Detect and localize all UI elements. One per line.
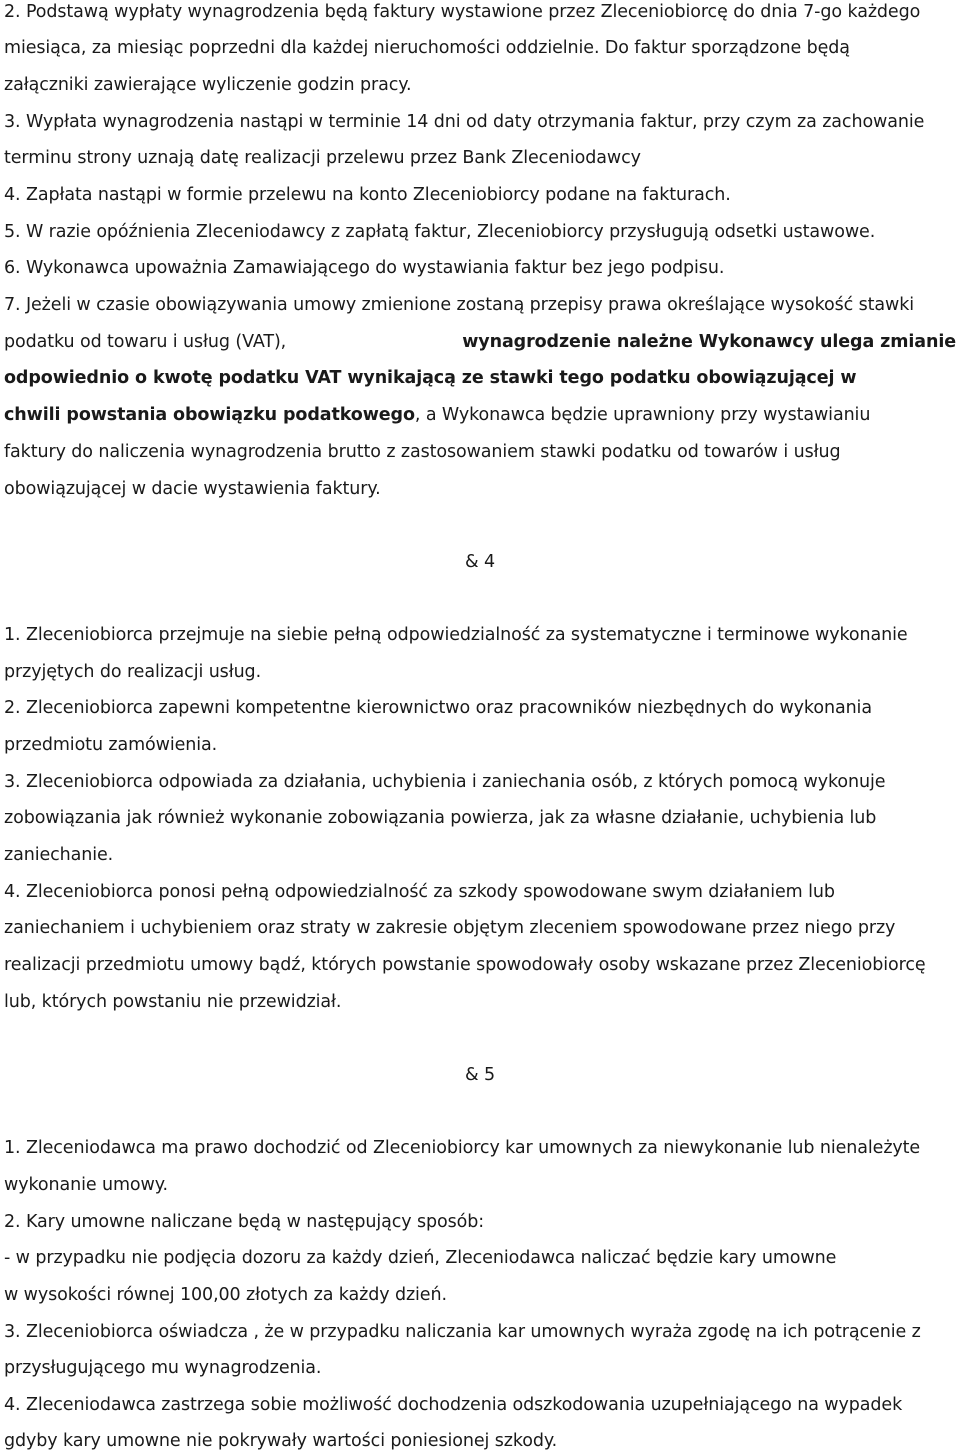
text-line: wykonanie umowy.: [4, 1175, 168, 1195]
text-line: 6. Wykonawca upoważnia Zamawiającego do wystawiania faktur bez jego podpisu.: [4, 258, 725, 278]
text-line: 5. W razie opóźnienia Zleceniodawcy z zapłatą faktur, Zleceniobiorcy przysługują odsetki ustawowe.: [4, 222, 876, 242]
text-line: przyjętych do realizacji usług.: [4, 662, 262, 682]
text-line: terminu strony uznają datę realizacji przelewu przez Bank Zleceniodawcy: [4, 148, 641, 168]
section-heading: & 4: [464, 552, 496, 572]
text-line-mixed: [4, 330, 956, 354]
text-line: 2. Zleceniobiorca zapewni kompetentne kierownictwo oraz pracowników niezbędnych do wykonania: [4, 698, 872, 718]
text-line: 2. Kary umowne naliczane będą w następujący sposób:: [4, 1212, 485, 1232]
bold-text-run: odpowiednio o kwotę podatku VAT wynikającą ze stawki tego podatku obowiązującej w: [4, 368, 857, 388]
text-line: 7. Jeżeli w czasie obowiązywania umowy zmienione zostaną przepisy prawa określające wysokość stawki: [4, 295, 915, 315]
text-line: 4. Zleceniodawca zastrzega sobie możliwość dochodzenia odszkodowania uzupełniającego na wypadek: [4, 1395, 903, 1415]
text-line: przysługującego mu wynagrodzenia.: [4, 1358, 322, 1378]
bold-text-run: chwili powstania obowiązku podatkowego: [4, 405, 415, 425]
text-line: zobowiązania jak również wykonanie zobowiązania powierza, jak za własne działanie, uchybienia lub: [4, 808, 877, 828]
section-heading: & 5: [464, 1065, 496, 1085]
text-line: zaniechanie.: [4, 845, 114, 865]
text-line: 3. Zleceniobiorca oświadcza , że w przypadku naliczania kar umownych wyraża zgodę na ich potrącenie z: [4, 1322, 921, 1342]
text-line: obowiązującej w dacie wystawienia faktury.: [4, 479, 381, 499]
text-line: 1. Zleceniobiorca przejmuje na siebie pełną odpowiedzialność za systematyczne i terminowe wykonanie: [4, 625, 908, 645]
text-run: podatku od towaru i usług (VAT),: [4, 332, 287, 352]
text-line: w wysokości równej 100,00 złotych za każdy dzień.: [4, 1285, 447, 1305]
text-line: 4. Zapłata nastąpi w formie przelewu na konto Zleceniobiorcy podane na fakturach.: [4, 185, 731, 205]
text-line: przedmiotu zamówienia.: [4, 735, 218, 755]
text-line: 3. Zleceniobiorca odpowiada za działania, uchybienia i zaniechania osób, z których pomocą wykonuje: [4, 772, 886, 792]
text-line: miesiąca, za miesiąc poprzedni dla każdej nieruchomości oddzielnie. Do faktur sporządzone będą: [4, 38, 850, 58]
text-line-mixed: [4, 403, 956, 427]
text-line: 3. Wypłata wynagrodzenia nastąpi w terminie 14 dni od daty otrzymania faktur, przy czym za zachowanie: [4, 112, 925, 132]
text-line: zaniechaniem i uchybieniem oraz straty w zakresie objętym zleceniem spowodowane przez niego przy: [4, 918, 896, 938]
text-line: - w przypadku nie podjęcia dozoru za każdy dzień, Zleceniodawca naliczać będzie kary umowne: [4, 1248, 837, 1268]
text-line: realizacji przedmiotu umowy bądź, których powstanie spowodowały osoby wskazane przez Zleceniobiorcę: [4, 955, 926, 975]
text-line: załączniki zawierające wyliczenie godzin pracy.: [4, 75, 412, 95]
text-line: faktury do naliczenia wynagrodzenia brutto z zastosowaniem stawki podatku od towarów i usług: [4, 442, 841, 462]
text-line-bold: [4, 366, 956, 390]
text-run: , a Wykonawca będzie uprawniony przy wystawianiu: [414, 405, 871, 425]
bold-text-run: wynagrodzenie należne Wykonawcy ulega zmianie: [462, 332, 956, 352]
text-line: gdyby kary umowne nie pokrywały wartości poniesionej szkody.: [4, 1431, 558, 1451]
text-line: 2. Podstawą wypłaty wynagrodzenia będą faktury wystawione przez Zleceniobiorcę do dnia 7-go każdego: [4, 2, 921, 22]
text-line: 1. Zleceniodawca ma prawo dochodzić od Zleceniobiorcy kar umownych za niewykonanie lub nienależyte: [4, 1138, 921, 1158]
text-line: 4. Zleceniobiorca ponosi pełną odpowiedzialność za szkody spowodowane swym działaniem lub: [4, 882, 835, 902]
text-line: lub, których powstaniu nie przewidział.: [4, 992, 342, 1012]
